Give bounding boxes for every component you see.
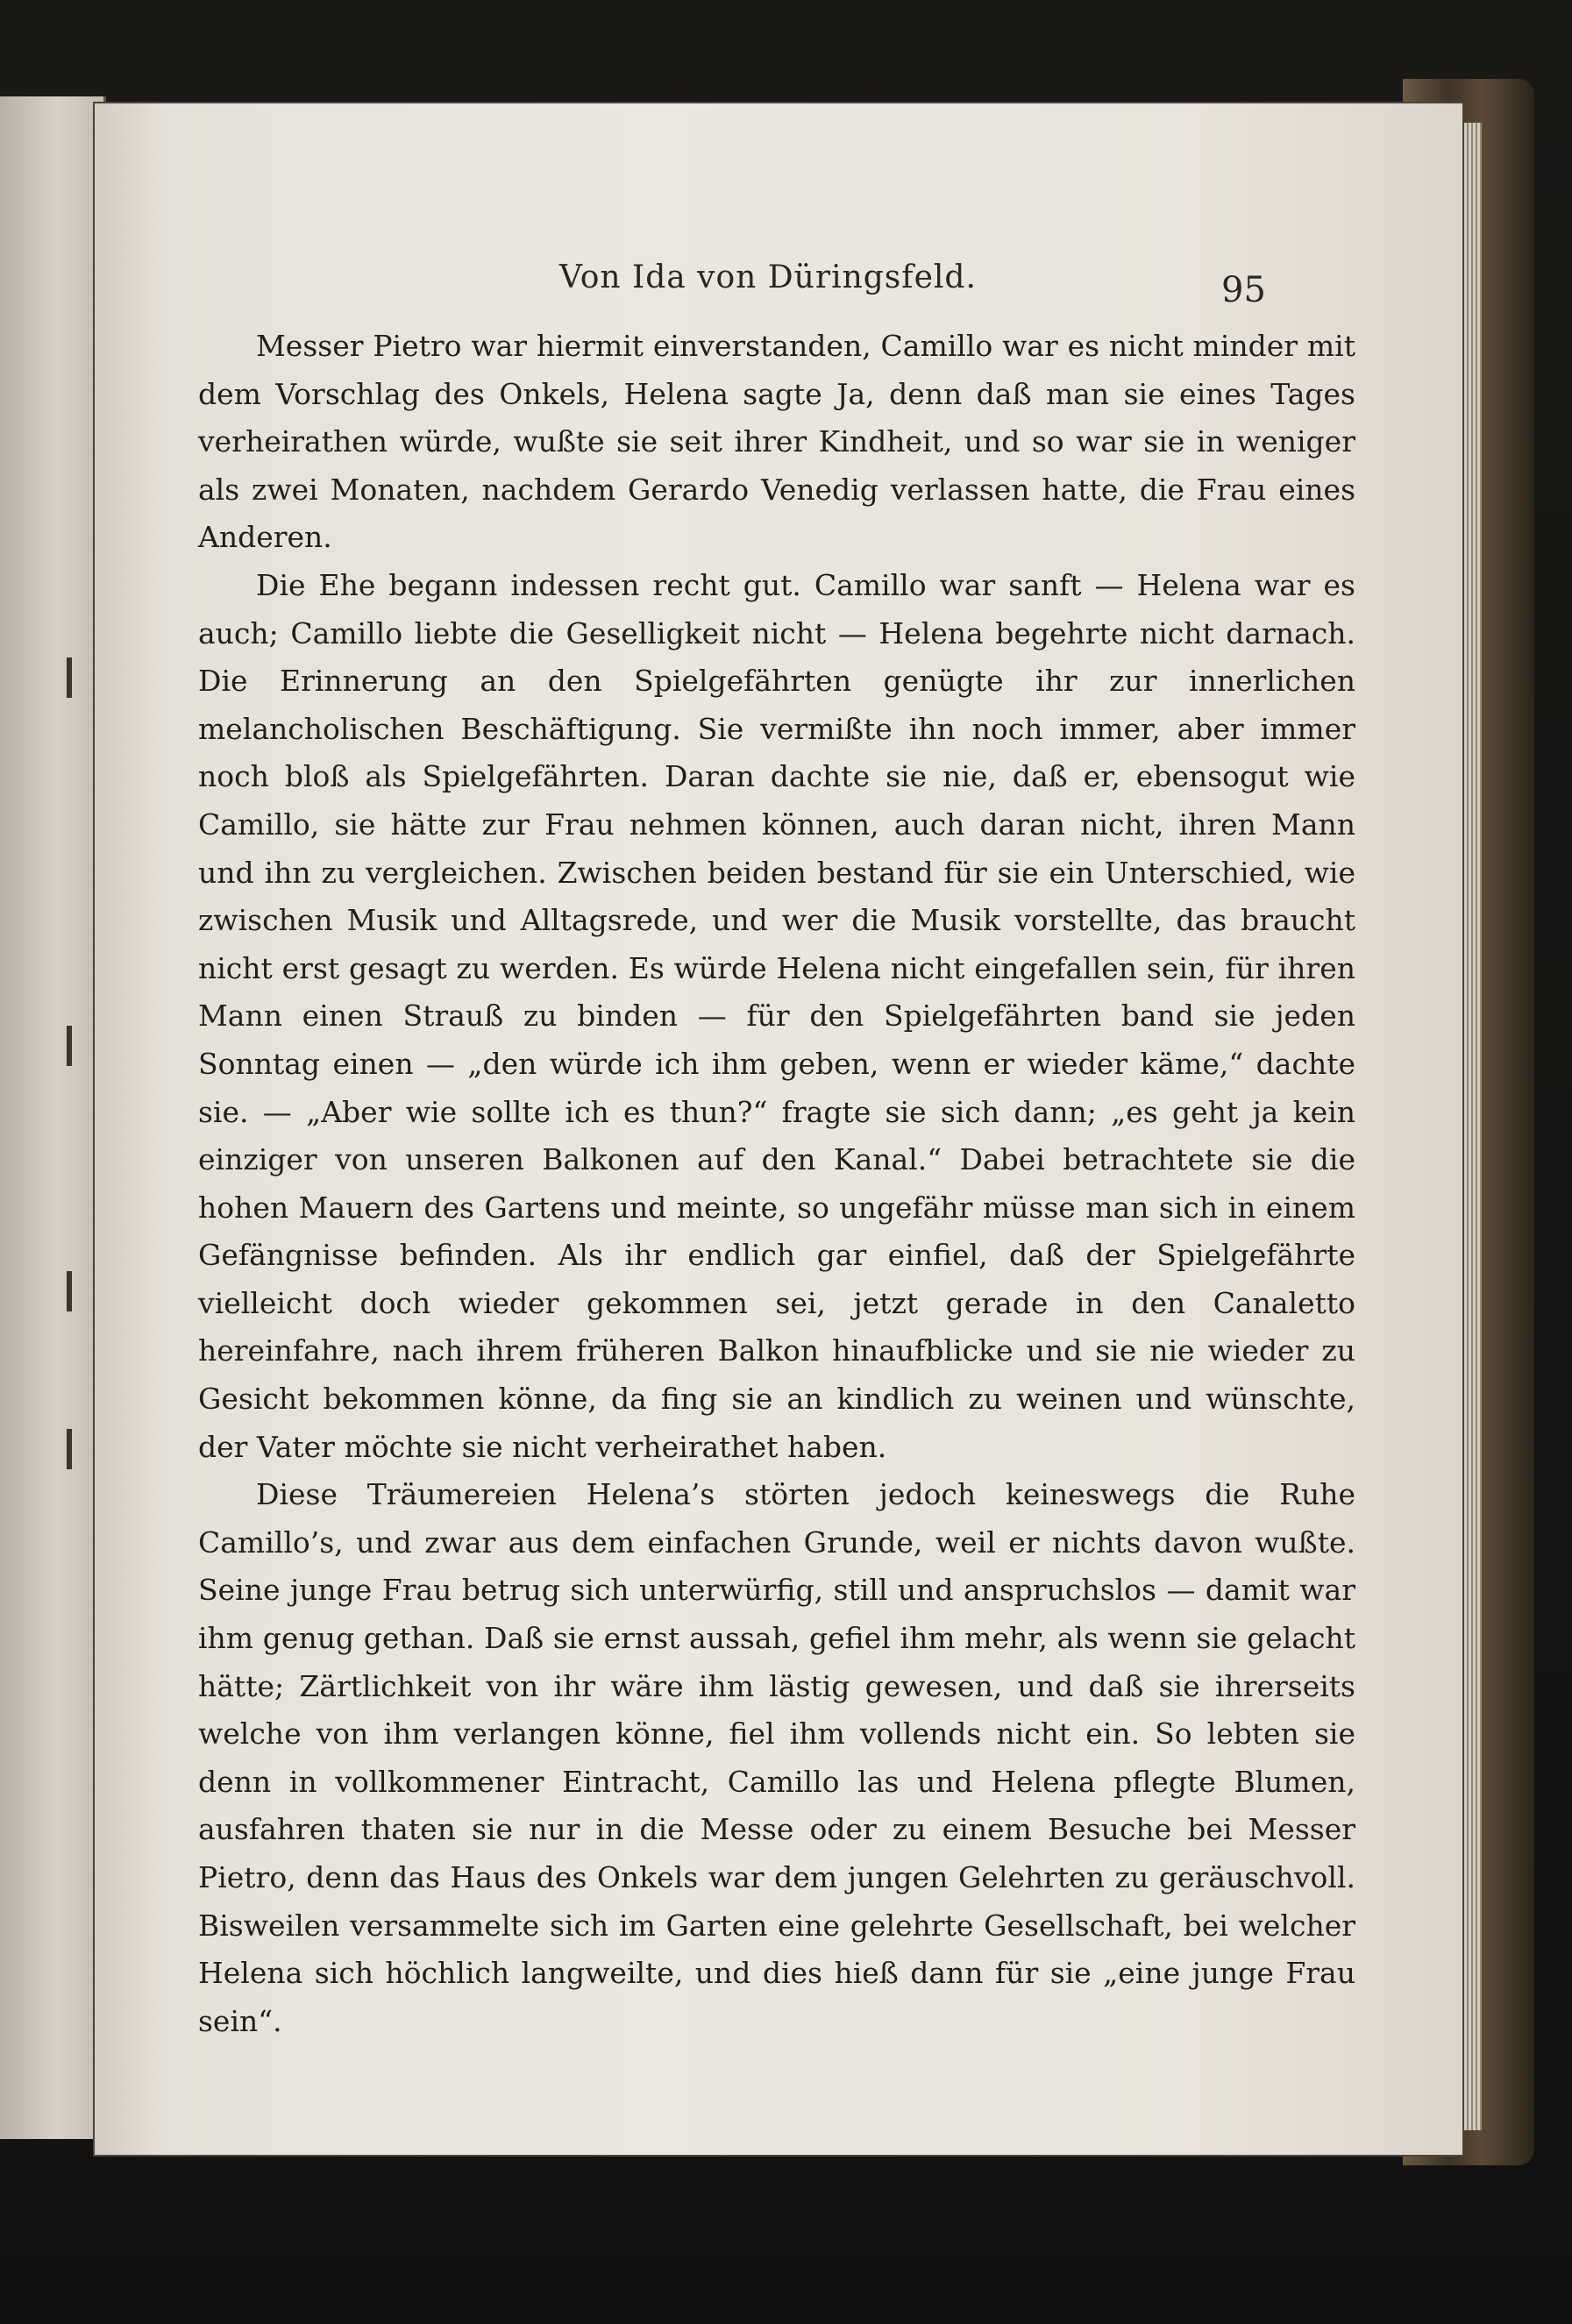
page-content [95, 103, 1462, 2155]
page-number: 95 [1221, 270, 1266, 310]
facing-page-mark [67, 1271, 72, 1311]
paragraph: Diese Träumereien Helena’s störten jedoch keineswegs die Ruhe Camillo’s, und zwar aus dem einfachen Grunde, weil er nichts davon wußte. Seine junge Frau betrug sich unterwürfig, still und anspruchslos — damit war ihm genug gethan. Daß sie ernst aussah, gefiel ihm mehr, als wenn sie gelacht hätte; Zärtlichkeit von ihr wäre ihm lästig gewesen, und daß sie ihrerseits welche von ihm verlangen könne, fiel ihm vollends nicht ein. So lebten sie denn in vollkommener Eintracht, Camillo las und Helena pflegte Blumen, ausfahren thaten sie nur in die Messe oder zu einem Besuche bei Messer Pietro, denn das Haus des Onkels war dem jungen Gelehrten zu geräuschvoll. Bisweilen versammelte sich im Garten eine gelehrte Gesellschaft, bei welcher Helena sich höchlich langweilte, und dies hieß dann für sie „eine junge Frau sein“. [198, 1477, 1355, 2038]
body-text [198, 323, 1355, 2045]
book-page [95, 103, 1462, 2155]
facing-page-mark [67, 1026, 72, 1066]
paragraph: Die Ehe begann indessen recht gut. Camillo war sanft — Helena war es auch; Camillo liebte die Geselligkeit nicht — Helena begehrte nicht darnach. Die Erinnerung an den Spielgefährten genügte ihr zur innerlichen melancholischen Beschäftigung. Sie vermißte ihn noch immer, aber immer noch bloß als Spielgefährten. Daran dachte sie nie, daß er, ebensogut wie Camillo, sie hätte zur Frau nehmen können, auch daran nicht, ihren Mann und ihn zu vergleichen. Zwischen beiden bestand für sie ein Unterschied, wie zwischen Musik und Alltagsrede, und wer die Musik vorstellte, das braucht nicht erst gesagt zu werden. Es würde Helena nicht eingefallen sein, für ihren Mann einen Strauß zu binden — für den Spielgefährten band sie jeden Sonntag einen — „den würde ich ihm geben, wenn er wieder käme,“ dachte sie. — „Aber wie sollte ich es thun?“ fragte sie sich dann; „es geht ja kein einziger von unseren Balkonen auf den Kanal.“ Dabei betrachtete sie die hohen Mauern des Gartens und meinte, so ungefähr müsse man sich in einem Gefängnisse befinden. Als ihr endlich gar einfiel, daß der Spielgefährte vielleicht doch wieder gekommen sei, jetzt gerade in den Canaletto hereinfahre, nach ihrem früheren Balkon hinaufblicke und sie nie wieder zu Gesicht bekommen könne, da fing sie an kindlich zu weinen und wünschte, der Vater möchte sie nicht verheirathet haben. [198, 567, 1355, 1464]
facing-page-mark [67, 657, 72, 698]
running-head: Von Ida von Düringsfeld. [559, 259, 977, 295]
paragraph: Messer Pietro war hiermit einverstanden, Camillo war es nicht minder mit dem Vorschlag des Onkels, Helena sagte Ja, denn daß man sie eines Tages verheirathen würde, wußte sie seit ihrer Kindheit, und so war sie in weniger als zwei Monaten, nachdem Gerardo Venedig verlassen hatte, die Frau eines Anderen. [198, 329, 1355, 555]
facing-page-mark [67, 1429, 72, 1469]
facing-page-edge [0, 96, 106, 2139]
